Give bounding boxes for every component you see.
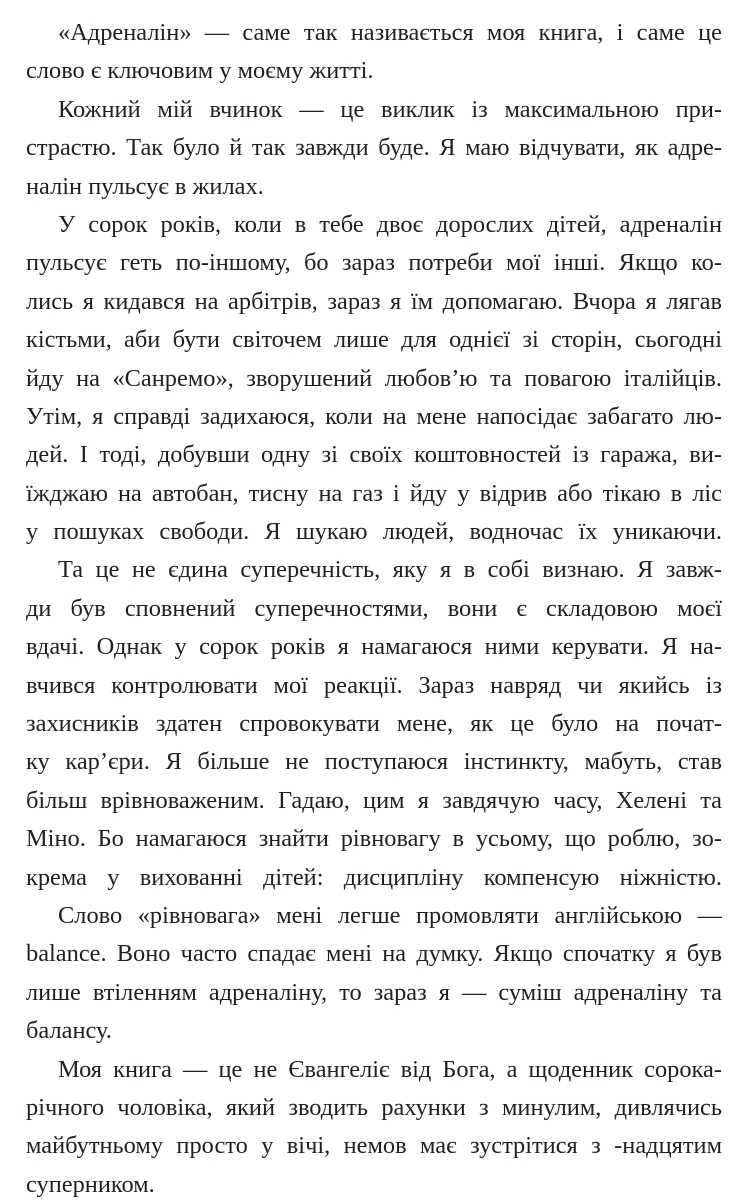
text-line: лише втіленням адреналіну, то зараз я — суміш адреналіну та xyxy=(26,978,722,1006)
text-line: Утім, я справді задихаюся, коли на мене напосідає забагато лю- xyxy=(26,402,722,430)
text-line: Кожний мій вчинок — це виклик із максимальною при- xyxy=(58,95,722,123)
text-line: налін пульсує в жилах. xyxy=(26,172,264,200)
text-line: їжджаю на автобан, тисну на газ і йду у відрив або тікаю в ліс xyxy=(26,479,722,507)
text-line: У сорок років, коли в тебе двоє дорослих дітей, адреналін xyxy=(58,210,722,238)
text-line: Міно. Бо намагаюся знайти рівновагу в усьому, що роблю, зо- xyxy=(26,825,722,853)
text-line: Моя книга — це не Євангеліє від Бога, а щоденник сорока- xyxy=(58,1055,722,1083)
text-line: «Адреналін» — саме так називається моя книга, і саме це xyxy=(58,19,722,46)
text-line: захисників здатен спровокувати мене, як це було на почат- xyxy=(26,710,722,738)
text-line: вдачі. Однак у сорок років я намагаюся ними керувати. Я на- xyxy=(26,633,722,661)
text-line: лись я кидався на арбітрів, зараз я їм допомагаю. Вчора я лягав xyxy=(26,287,722,315)
text-line: у пошуках свободи. Я шукаю людей, водночас їх уникаючи. xyxy=(26,518,722,546)
text-line: ку кар’єри. Я більше не поступаюся інстинкту, мабуть, став xyxy=(26,748,722,776)
text-line: суперником. xyxy=(26,1170,155,1198)
text-line: річного чоловіка, який зводить рахунки з минулим, дивлячись xyxy=(26,1093,722,1121)
page-text xyxy=(26,14,722,1204)
text-line: йду на «Санремо», зворушений любов’ю та повагою італійців. xyxy=(26,364,722,392)
text-line: Слово «рівновага» мені легше промовляти англійською — xyxy=(58,901,722,929)
text-line: кістьми, аби бути світочем лише для однієї зі сторін, сьогодні xyxy=(26,326,722,354)
text-line: крема у вихованні дітей: дисципліну компенсую ніжністю. xyxy=(26,863,722,891)
text-line: пульсує геть по-іншому, бо зараз потреби мої інші. Якщо ко- xyxy=(26,249,722,277)
text-line: слово є ключовим у моєму житті. xyxy=(26,57,374,85)
text-line: страстю. Так було й так завжди буде. Я маю відчувати, як адре- xyxy=(26,134,722,162)
text-line: balance. Воно часто спадає мені на думку. Якщо спочатку я був xyxy=(26,940,722,968)
text-line: майбутньому просто у вічі, немов має зустрітися з -надцятим xyxy=(26,1132,722,1160)
text-line: дей. І тоді, добувши одну зі своїх коштовностей із гаража, ви- xyxy=(26,441,722,469)
text-line: Та це не єдина суперечність, яку я в собі визнаю. Я завж- xyxy=(58,556,722,584)
text-line: вчився контролювати мої реакції. Зараз навряд чи якийсь із xyxy=(26,671,722,699)
text-line: балансу. xyxy=(26,1017,112,1045)
text-line: ди був сповнений суперечностями, вони є складовою моєї xyxy=(26,594,722,622)
text-line: більш врівноваженим. Гадаю, цим я завдячую часу, Хелені та xyxy=(26,786,722,814)
